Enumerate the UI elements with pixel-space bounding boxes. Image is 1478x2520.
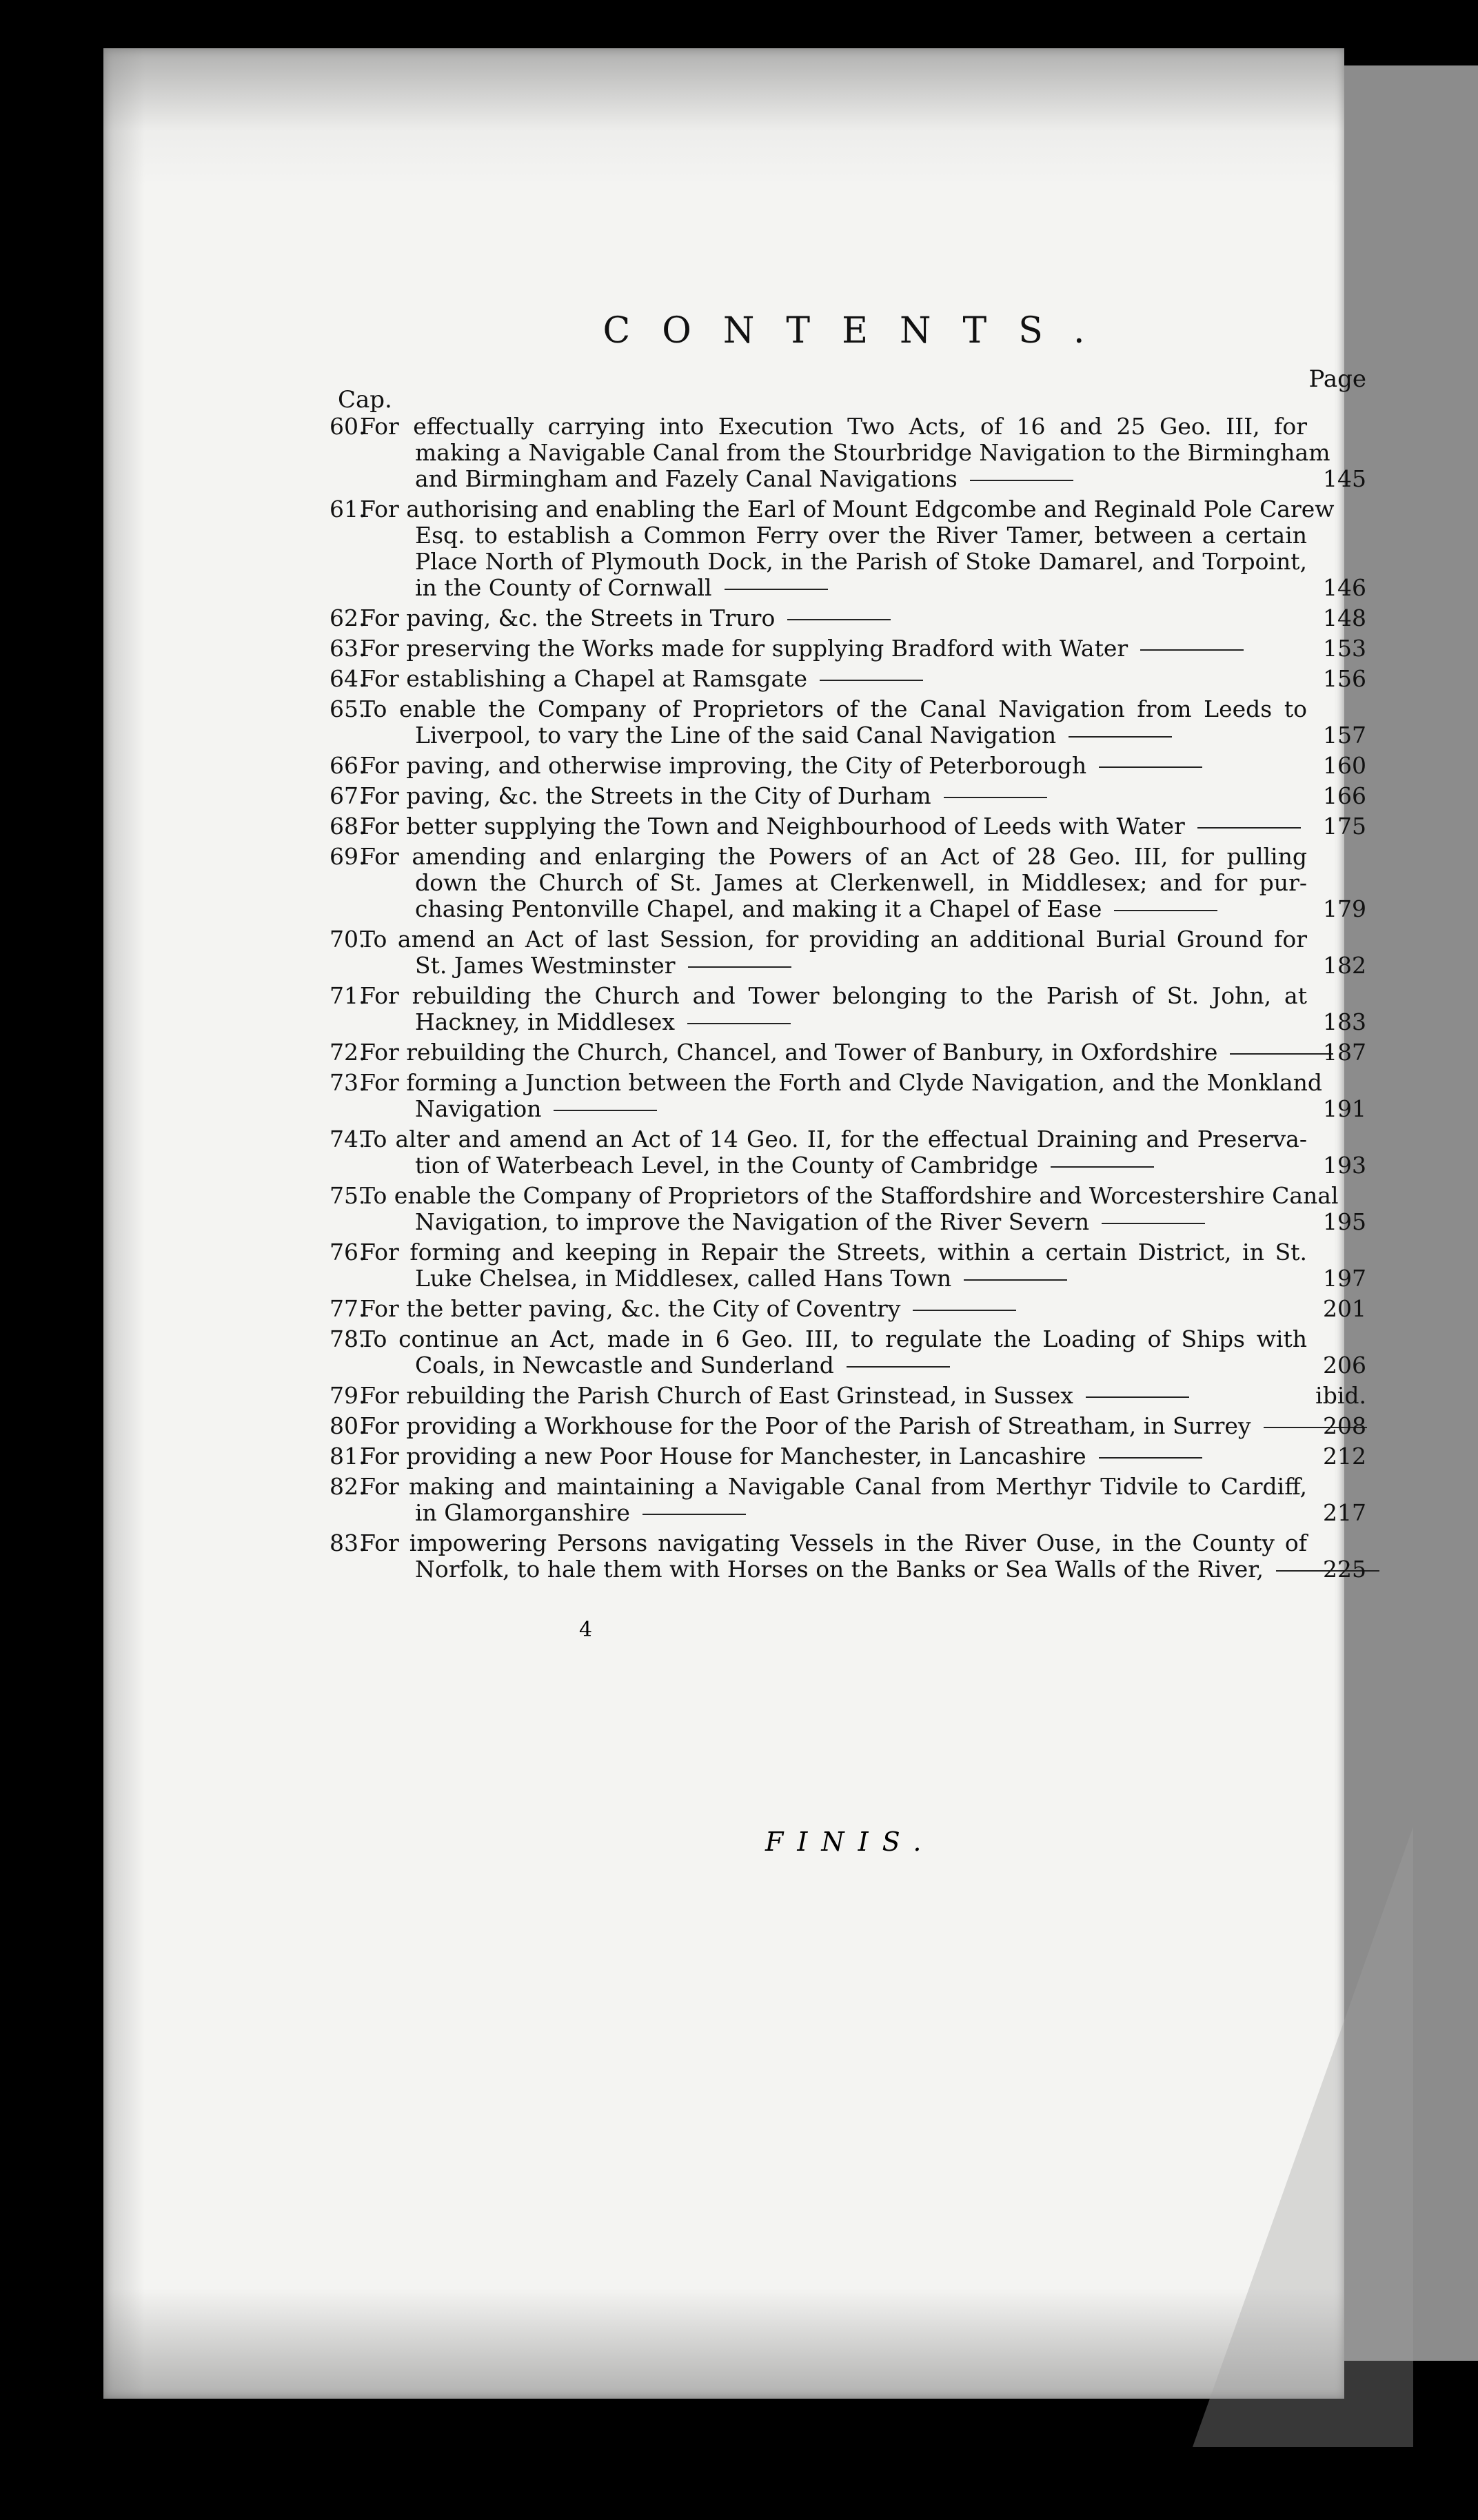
cap-number: 65.	[330, 695, 366, 722]
entry-text: To amend an Act of last Session, for providing an additional Burial Ground for	[360, 926, 1307, 953]
entry-line	[229, 466, 1366, 492]
document-page	[103, 48, 1366, 2399]
page-number: ibid.	[1315, 1382, 1366, 1409]
leader-dash	[847, 1366, 950, 1368]
page-number: 182	[1323, 952, 1366, 979]
entry-line	[229, 1352, 1366, 1379]
page-number: 175	[1323, 813, 1366, 840]
entry-line	[229, 1070, 1366, 1096]
entry-line	[229, 605, 1366, 631]
leader-dash	[1099, 766, 1202, 768]
cap-number: 79.	[330, 1382, 366, 1409]
finis-text: FINIS.	[765, 1827, 935, 1857]
page-number: 179	[1323, 895, 1366, 922]
entry-text: Liverpool, to vary the Line of the said Canal Navigation	[415, 722, 1057, 749]
entry-text: For better supplying the Town and Neighbourhood of Leeds with Water	[360, 813, 1185, 840]
entry-line	[229, 844, 1366, 870]
entry-line	[229, 1183, 1366, 1209]
entry-text: For forming and keeping in Repair the Streets, within a certain District, in St.	[360, 1239, 1307, 1266]
entry-line	[229, 783, 1366, 809]
leader-dash	[688, 966, 791, 968]
cap-number: 71.	[330, 982, 366, 1009]
entry-line	[229, 1326, 1366, 1352]
contents-entry	[229, 1126, 1366, 1179]
page-number: 201	[1323, 1295, 1366, 1322]
contents-entry	[229, 1326, 1366, 1379]
page-number: 160	[1323, 752, 1366, 779]
contents-entry	[229, 983, 1366, 1035]
contents-entry	[229, 813, 1366, 840]
contents-entry	[229, 1474, 1366, 1526]
entry-text: Coals, in Newcastle and Sunderland	[415, 1352, 834, 1379]
entry-text: For making and maintaining a Navigable Canal from Merthyr Tidvile to Cardiff,	[360, 1473, 1307, 1500]
contents-entry	[229, 1443, 1366, 1470]
entry-line	[229, 1413, 1366, 1439]
leader-dash	[725, 589, 828, 590]
entry-line	[229, 1266, 1366, 1292]
page-number: 217	[1323, 1499, 1366, 1526]
entry-line	[229, 1530, 1366, 1556]
contents-entry	[229, 1183, 1366, 1235]
column-headers	[229, 365, 1366, 414]
entry-text: For forming a Junction between the Forth and Clyde Navigation, and the Monkland	[360, 1069, 1323, 1096]
entry-line	[229, 722, 1366, 749]
entry-line	[229, 1096, 1366, 1122]
entry-text: For providing a Workhouse for the Poor of the Parish of Streatham, in Surrey	[360, 1412, 1251, 1439]
contents-entry	[229, 414, 1366, 492]
contents-entry	[229, 496, 1366, 601]
contents-entry	[229, 926, 1366, 979]
leader-dash	[1140, 649, 1244, 651]
leader-dash	[787, 619, 891, 620]
cap-number: 66.	[330, 752, 366, 779]
cap-number: 78.	[330, 1325, 366, 1352]
page-number: 145	[1323, 465, 1366, 492]
page-number: 206	[1323, 1352, 1366, 1379]
page-number: 157	[1323, 722, 1366, 749]
page-number: 191	[1323, 1095, 1366, 1122]
contents-entry	[229, 844, 1366, 922]
entry-line	[229, 575, 1366, 601]
page-title: CONTENTS.	[603, 310, 1117, 352]
leader-dash	[970, 480, 1073, 481]
entry-text: To alter and amend an Act of 14 Geo. II, for the effectual Draining and Preserva-	[360, 1126, 1307, 1152]
leader-dash	[820, 680, 923, 681]
contents-entry	[229, 1413, 1366, 1439]
page-number: 195	[1323, 1208, 1366, 1235]
cap-number: 67.	[330, 782, 366, 809]
entry-text: For rebuilding the Church, Chancel, and Tower of Banbury, in Oxfordshire	[360, 1039, 1218, 1066]
entry-line	[229, 1500, 1366, 1526]
entry-text: For impowering Persons navigating Vessels in the River Ouse, in the County of	[360, 1530, 1307, 1556]
entry-line	[229, 414, 1366, 440]
cap-number: 70.	[330, 926, 366, 953]
leader-dash	[1197, 827, 1301, 829]
entry-line	[229, 696, 1366, 722]
entry-text: Navigation	[415, 1095, 542, 1122]
entry-text: Navigation, to improve the Navigation of the River Severn	[415, 1208, 1090, 1235]
entry-text: For paving, &c. the Streets in Truro	[360, 604, 776, 631]
leader-dash	[687, 1023, 791, 1024]
entry-text: For paving, &c. the Streets in the City of Durham	[360, 782, 931, 809]
page-number: 197	[1323, 1265, 1366, 1292]
entry-text: For paving, and otherwise improving, the City of Peterborough	[360, 752, 1087, 779]
contents-entry	[229, 1383, 1366, 1409]
leader-dash	[1069, 736, 1172, 738]
entry-line	[229, 870, 1366, 896]
entry-line	[229, 1009, 1366, 1035]
contents-entry	[229, 1530, 1366, 1583]
entry-text: tion of Waterbeach Level, in the County of Cambridge	[415, 1152, 1038, 1179]
entry-text: St. James Westminster	[415, 952, 676, 979]
cap-number: 74.	[330, 1126, 366, 1152]
cap-number: 75.	[330, 1182, 366, 1209]
leader-dash	[944, 797, 1047, 798]
entry-text: For effectually carrying into Execution Two Acts, of 16 and 25 Geo. III, for	[360, 413, 1307, 440]
entry-line	[229, 496, 1366, 522]
leader-dash	[913, 1310, 1016, 1311]
entry-text: To continue an Act, made in 6 Geo. III, to regulate the Loading of Ships with	[360, 1325, 1307, 1352]
entry-text: For the better paving, &c. the City of Coventry	[360, 1295, 901, 1322]
entry-text: To enable the Company of Proprietors of the Staffordshire and Worcestershire Canal	[360, 1182, 1339, 1209]
page-fold	[1193, 1827, 1413, 2447]
page-number: 187	[1323, 1039, 1366, 1066]
page-number: 183	[1323, 1008, 1366, 1035]
leader-dash	[964, 1279, 1067, 1281]
leader-dash	[1051, 1166, 1154, 1168]
entry-line	[229, 522, 1366, 549]
contents-entry	[229, 1070, 1366, 1122]
page-number: 146	[1323, 574, 1366, 601]
entry-line	[229, 896, 1366, 922]
entry-text: and Birmingham and Fazely Canal Navigations	[415, 465, 958, 492]
entry-line	[229, 1209, 1366, 1235]
cap-number: 68.	[330, 813, 366, 840]
contents-entry	[229, 636, 1366, 662]
entry-text: For rebuilding the Parish Church of East Grinstead, in Sussex	[360, 1382, 1073, 1409]
entry-line	[229, 636, 1366, 662]
page-number: 212	[1323, 1443, 1366, 1470]
entry-line	[229, 1126, 1366, 1152]
entry-text: Esq. to establish a Common Ferry over the River Tamer, between a certain	[415, 522, 1307, 549]
entry-line	[229, 1383, 1366, 1409]
cap-number: 72.	[330, 1039, 366, 1066]
contents-entry	[229, 1296, 1366, 1322]
entry-text: For rebuilding the Church and Tower belonging to the Parish of St. John, at	[360, 982, 1307, 1009]
cap-number: 73.	[330, 1069, 366, 1096]
cap-number: 69.	[330, 843, 366, 870]
contents-section	[229, 310, 1366, 1587]
page-number: 156	[1323, 665, 1366, 692]
page-number: 225	[1323, 1556, 1366, 1583]
contents-entry	[229, 1239, 1366, 1292]
entry-line	[229, 1443, 1366, 1470]
entry-text: down the Church of St. James at Clerkenwell, in Middlesex; and for pur-	[415, 869, 1307, 896]
cap-number: 81.	[330, 1443, 366, 1470]
entry-line	[229, 1474, 1366, 1500]
entry-text: For amending and enlarging the Powers of an Act of 28 Geo. III, for pulling	[360, 843, 1307, 870]
page-column-label: Page	[1308, 365, 1366, 393]
cap-column-label: Cap.	[338, 386, 392, 414]
cap-number: 77.	[330, 1295, 366, 1322]
cap-number: 64.	[330, 665, 366, 692]
leader-dash	[1114, 910, 1217, 911]
contents-entry	[229, 783, 1366, 809]
entry-line	[229, 753, 1366, 779]
entry-text: Hackney, in Middlesex	[415, 1008, 676, 1035]
entry-line	[229, 1039, 1366, 1066]
entry-text: For providing a new Poor House for Manchester, in Lancashire	[360, 1443, 1086, 1470]
contents-entry	[229, 605, 1366, 631]
contents-entry	[229, 1039, 1366, 1066]
contents-entry	[229, 696, 1366, 749]
cap-number: 83.	[330, 1530, 366, 1556]
leader-dash	[1102, 1223, 1205, 1224]
entry-line	[229, 666, 1366, 692]
page-number: 148	[1323, 604, 1366, 631]
entry-text: Norfolk, to hale them with Horses on the Banks or Sea Walls of the River,	[415, 1556, 1264, 1583]
entry-line	[229, 1296, 1366, 1322]
entry-text: To enable the Company of Proprietors of the Canal Navigation from Leeds to	[360, 695, 1307, 722]
entry-line	[229, 1556, 1366, 1583]
page-number: 166	[1323, 782, 1366, 809]
entry-text: For preserving the Works made for supplying Bradford with Water	[360, 635, 1128, 662]
page-number: 153	[1323, 635, 1366, 662]
entry-line	[229, 926, 1366, 953]
entry-text: in the County of Cornwall	[415, 574, 712, 601]
entry-line	[229, 813, 1366, 840]
leader-dash	[1086, 1396, 1189, 1398]
leader-dash	[1099, 1457, 1202, 1459]
entry-text: in Glamorganshire	[415, 1499, 630, 1526]
entry-text: For authorising and enabling the Earl of Mount Edgcombe and Reginald Pole Carew	[360, 496, 1335, 522]
entry-text: For establishing a Chapel at Ramsgate	[360, 665, 808, 692]
entry-line	[229, 953, 1366, 979]
entry-line	[229, 983, 1366, 1009]
cap-number: 63.	[330, 635, 366, 662]
cap-number: 82.	[330, 1473, 366, 1500]
handwritten-note: 4	[579, 1618, 593, 1642]
page-number: 193	[1323, 1152, 1366, 1179]
page-number: 208	[1323, 1412, 1366, 1439]
contents-list	[229, 414, 1366, 1583]
cap-number: 62.	[330, 604, 366, 631]
cap-number: 76.	[330, 1239, 366, 1266]
entry-text: chasing Pentonville Chapel, and making it a Chapel of Ease	[415, 895, 1102, 922]
leader-dash	[554, 1110, 657, 1111]
entry-text: making a Navigable Canal from the Stourbridge Navigation to the Birmingham	[415, 439, 1330, 466]
entry-line	[229, 440, 1366, 466]
leader-dash	[642, 1514, 746, 1515]
entry-text: Place North of Plymouth Dock, in the Parish of Stoke Damarel, and Torpoint,	[415, 548, 1307, 575]
entry-line	[229, 1152, 1366, 1179]
entry-line	[229, 549, 1366, 575]
cap-number: 61.	[330, 496, 366, 522]
entry-line	[229, 1239, 1366, 1266]
cap-number: 60.	[330, 413, 366, 440]
contents-entry	[229, 753, 1366, 779]
leader-dash	[1230, 1053, 1333, 1055]
entry-text: Luke Chelsea, in Middlesex, called Hans Town	[415, 1265, 952, 1292]
cap-number: 80.	[330, 1412, 366, 1439]
contents-entry	[229, 666, 1366, 692]
